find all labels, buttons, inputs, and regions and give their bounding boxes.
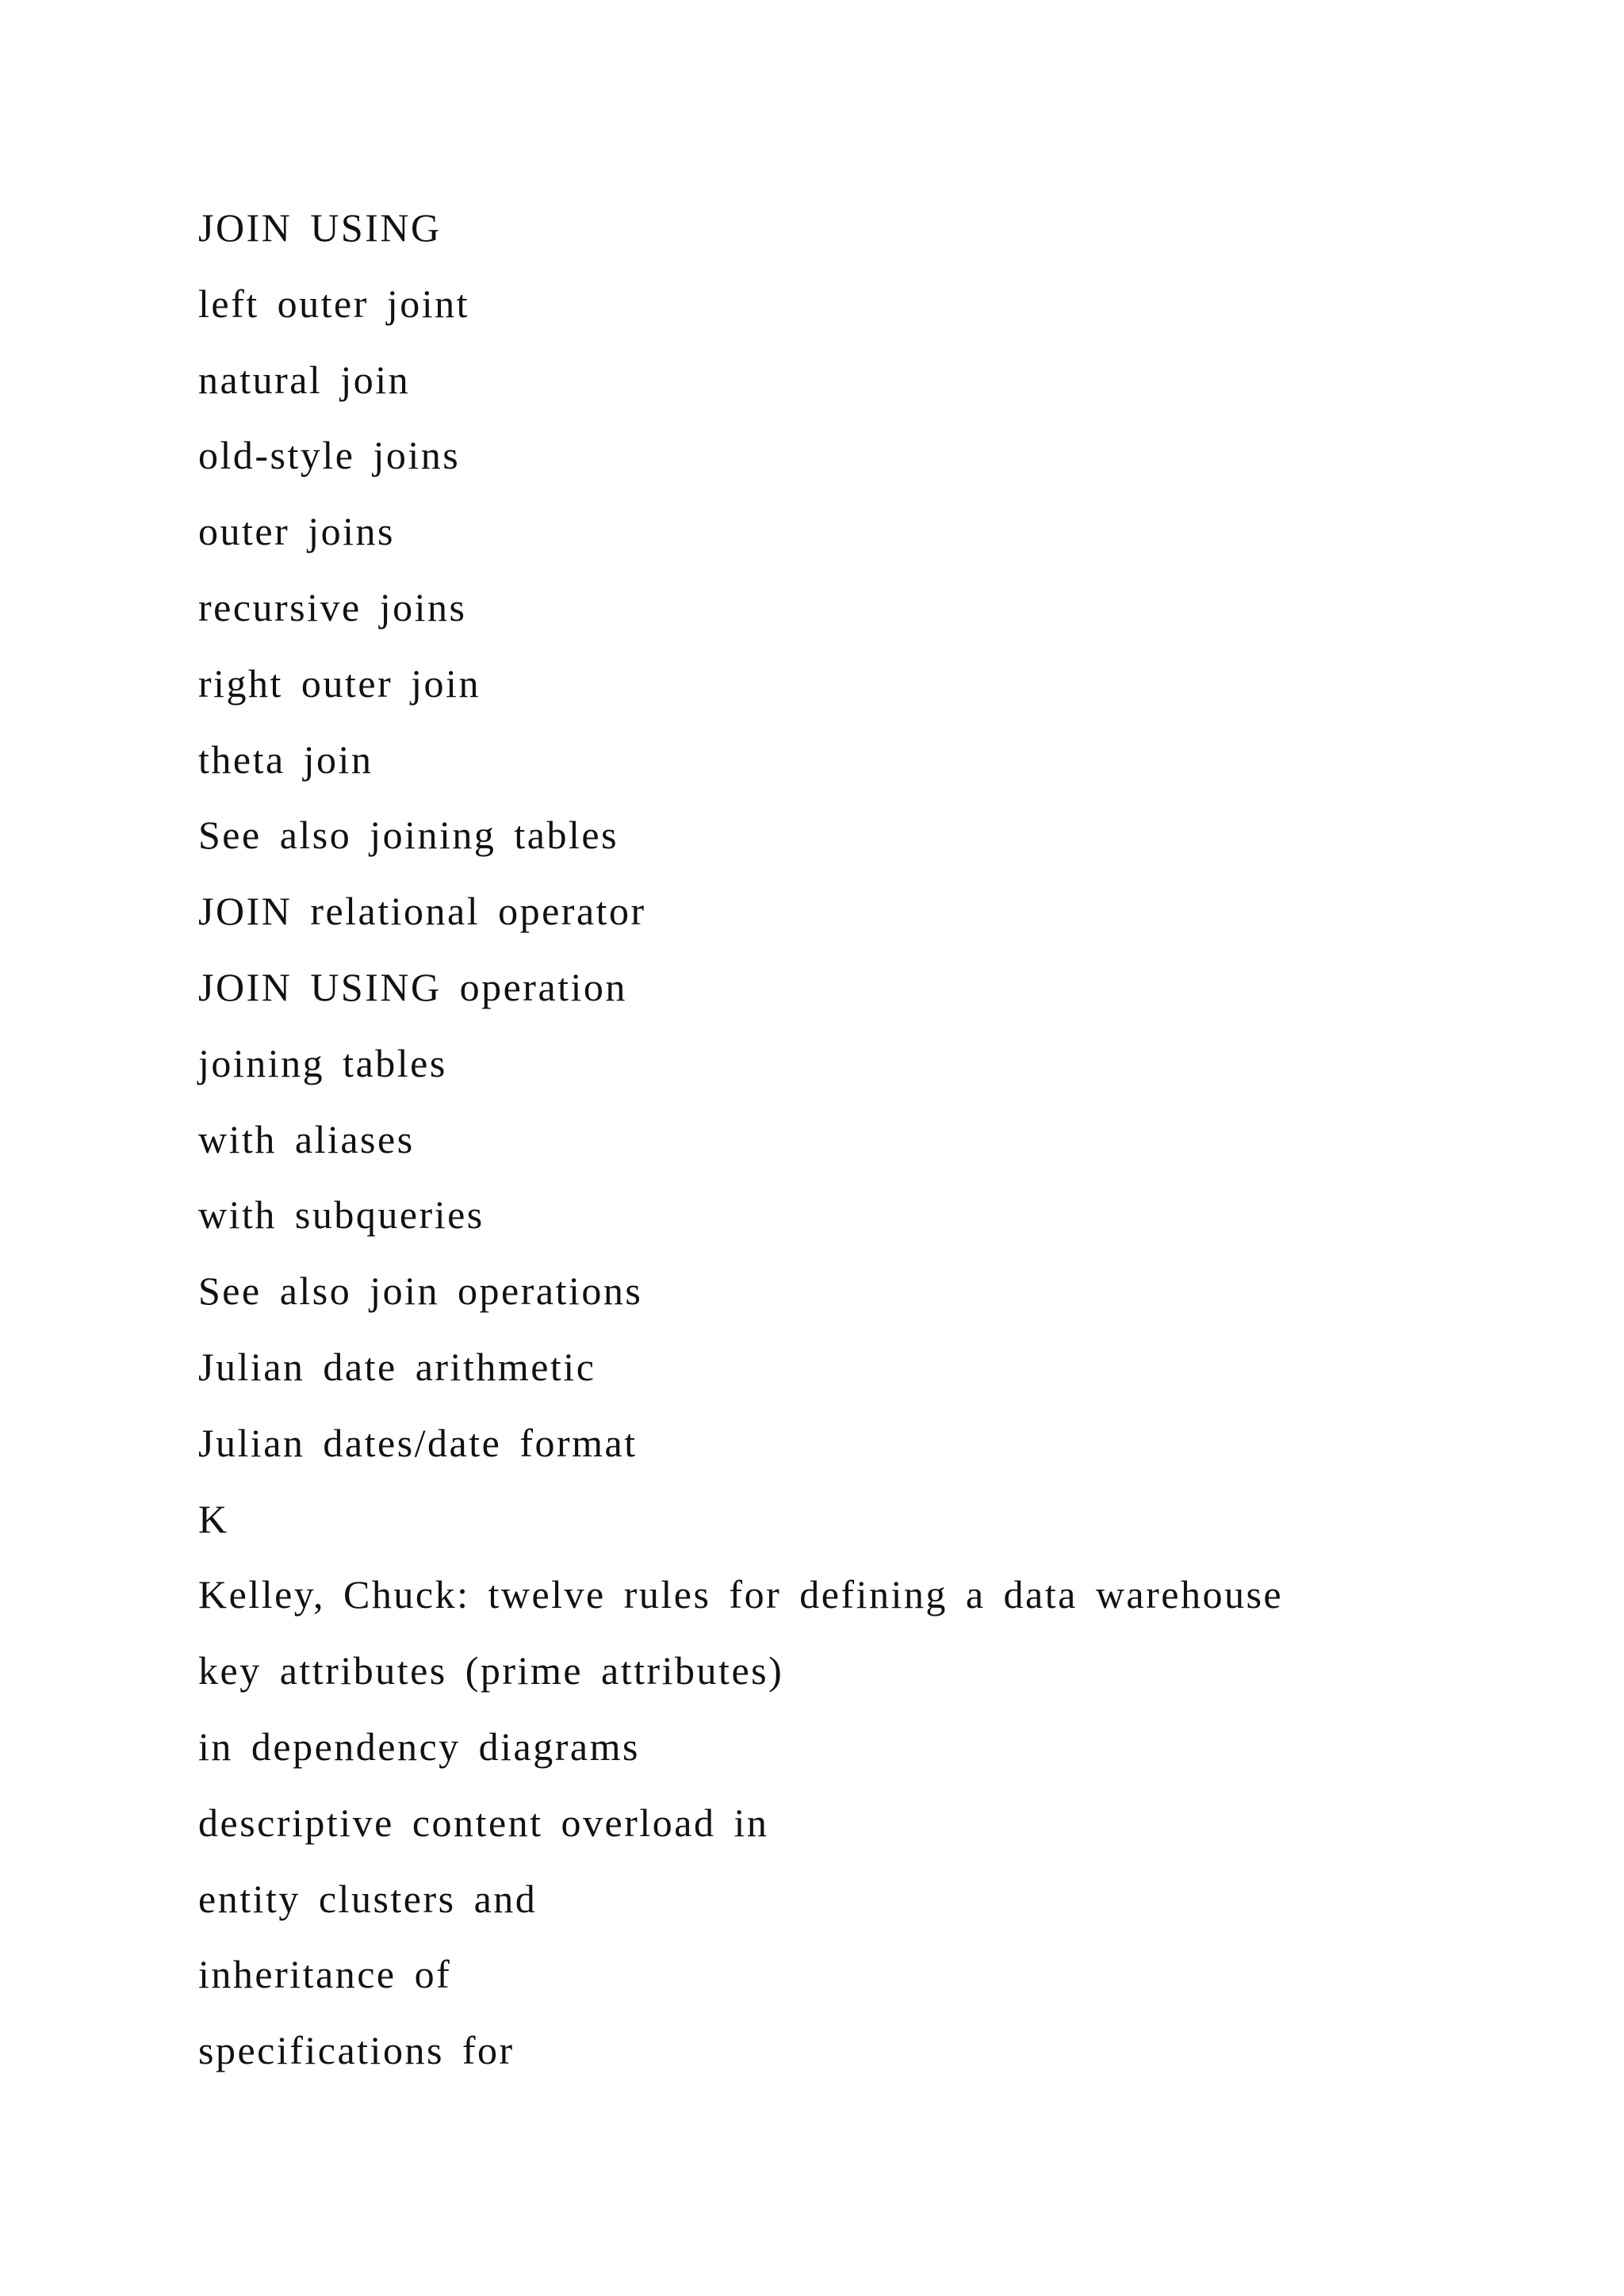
index-entry: specifications for	[198, 2028, 515, 2073]
index-entry: JOIN relational operator	[198, 889, 646, 934]
index-entry: Julian dates/date format	[198, 1420, 638, 1465]
index-entry: natural join	[198, 357, 411, 402]
index-entry: right outer join	[198, 660, 481, 706]
index-entry: key attributes (prime attributes)	[198, 1648, 784, 1693]
index-entry: See also joining tables	[198, 813, 619, 858]
index-entry: entity clusters and	[198, 1876, 538, 1921]
index-entry: descriptive content overload in	[198, 1800, 769, 1845]
index-entry: JOIN USING	[198, 205, 442, 250]
index-entry: theta join	[198, 737, 373, 782]
index-entry: with subqueries	[198, 1192, 485, 1238]
index-entry: left outer joint	[198, 281, 470, 326]
index-entry: with aliases	[198, 1116, 415, 1161]
index-entry: inheritance of	[198, 1952, 452, 1997]
index-entry: Kelley, Chuck: twelve rules for defining a data warehouse	[198, 1572, 1284, 1617]
index-entry-list	[198, 190, 1283, 2089]
index-entry: JOIN USING operation	[198, 964, 627, 1009]
index-section-letter: K	[198, 1496, 229, 1541]
index-entry: joining tables	[198, 1040, 447, 1085]
index-entry: recursive joins	[198, 584, 467, 629]
index-entry: outer joins	[198, 509, 395, 554]
index-entry: See also join operations	[198, 1269, 643, 1314]
index-entry: old-style joins	[198, 433, 461, 478]
index-entry: Julian date arithmetic	[198, 1344, 596, 1389]
index-entry: in dependency diagrams	[198, 1724, 640, 1769]
